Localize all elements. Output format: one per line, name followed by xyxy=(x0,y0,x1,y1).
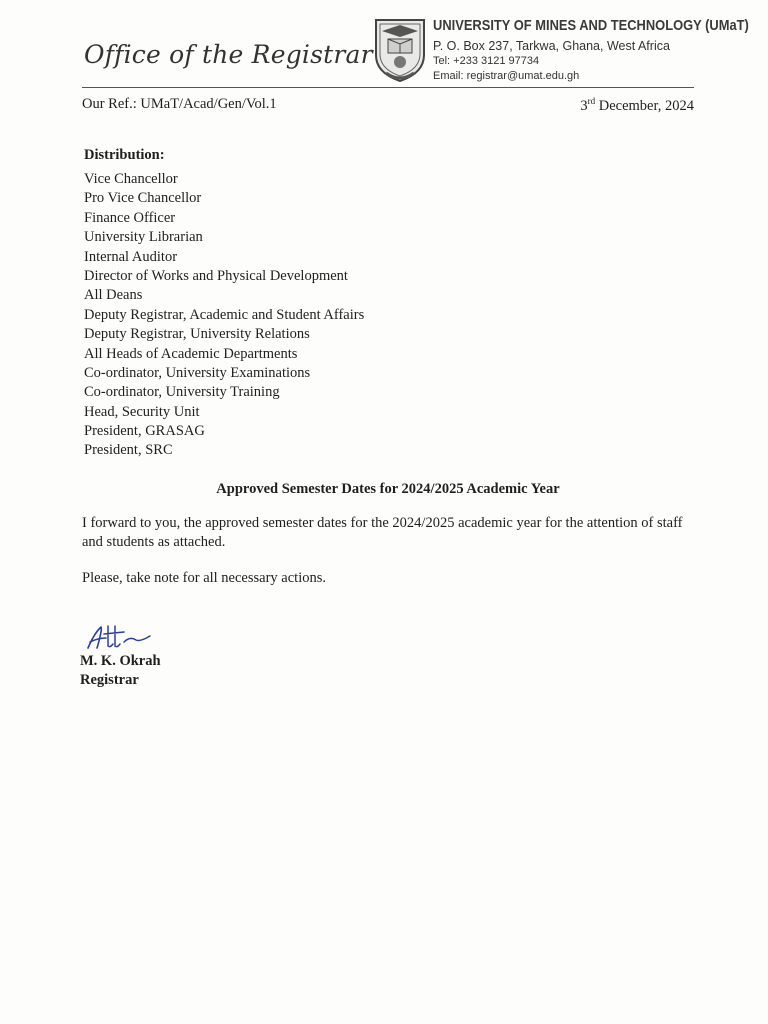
distribution-item: Internal Auditor xyxy=(84,248,178,265)
date-rest: December, 2024 xyxy=(595,98,694,114)
body-paragraph: I forward to you, the approved semester dates for the 2024/2025 academic year for the attention of staff and students as attached. xyxy=(82,515,683,550)
distribution-item: Pro Vice Chancellor xyxy=(84,190,202,207)
distribution-list xyxy=(84,170,364,461)
email-address: Email: registrar@umat.edu.gh xyxy=(433,70,580,82)
distribution-item: Head, Security Unit xyxy=(84,403,200,420)
distribution-item: Co-ordinator, University Training xyxy=(84,384,280,401)
distribution-item: Finance Officer xyxy=(84,209,176,226)
university-crest-icon xyxy=(372,17,428,83)
distribution-item: Deputy Registrar, University Relations xyxy=(84,326,310,343)
body-paragraph: Please, take note for all necessary actions. xyxy=(82,570,326,586)
date-suffix: rd xyxy=(587,96,596,106)
distribution-item: All Deans xyxy=(84,287,143,304)
telephone: Tel: +233 3121 97734 xyxy=(433,55,540,67)
distribution-item: President, GRASAG xyxy=(84,423,205,440)
postal-address: P. O. Box 237, Tarkwa, Ghana, West Africa xyxy=(433,39,670,53)
letterhead-divider xyxy=(82,87,694,88)
signatory xyxy=(80,652,161,690)
letterhead xyxy=(0,0,768,100)
handwritten-signature xyxy=(84,622,164,652)
distribution-heading: Distribution: xyxy=(84,147,165,163)
distribution-item: Director of Works and Physical Development xyxy=(84,267,348,284)
signatory-name: M. K. Okrah xyxy=(80,653,161,669)
date-day: 3 xyxy=(580,98,588,114)
signatory-title: Registrar xyxy=(80,672,139,688)
office-title: Office of the Registrar xyxy=(84,40,373,69)
distribution-item: President, SRC xyxy=(84,442,173,459)
letter-date xyxy=(580,96,694,115)
letter-subject: Approved Semester Dates for 2024/2025 Academic Year xyxy=(216,481,560,497)
distribution-item: University Librarian xyxy=(84,229,203,246)
university-name: UNIVERSITY OF MINES AND TECHNOLOGY (UMaT) xyxy=(433,17,749,34)
distribution-item: Deputy Registrar, Academic and Student Affairs xyxy=(84,306,365,323)
reference-number: Our Ref.: UMaT/Acad/Gen/Vol.1 xyxy=(82,96,277,112)
distribution-item: Vice Chancellor xyxy=(84,171,178,187)
distribution-item: Co-ordinator, University Examinations xyxy=(84,364,311,381)
distribution-item: All Heads of Academic Departments xyxy=(84,345,298,362)
